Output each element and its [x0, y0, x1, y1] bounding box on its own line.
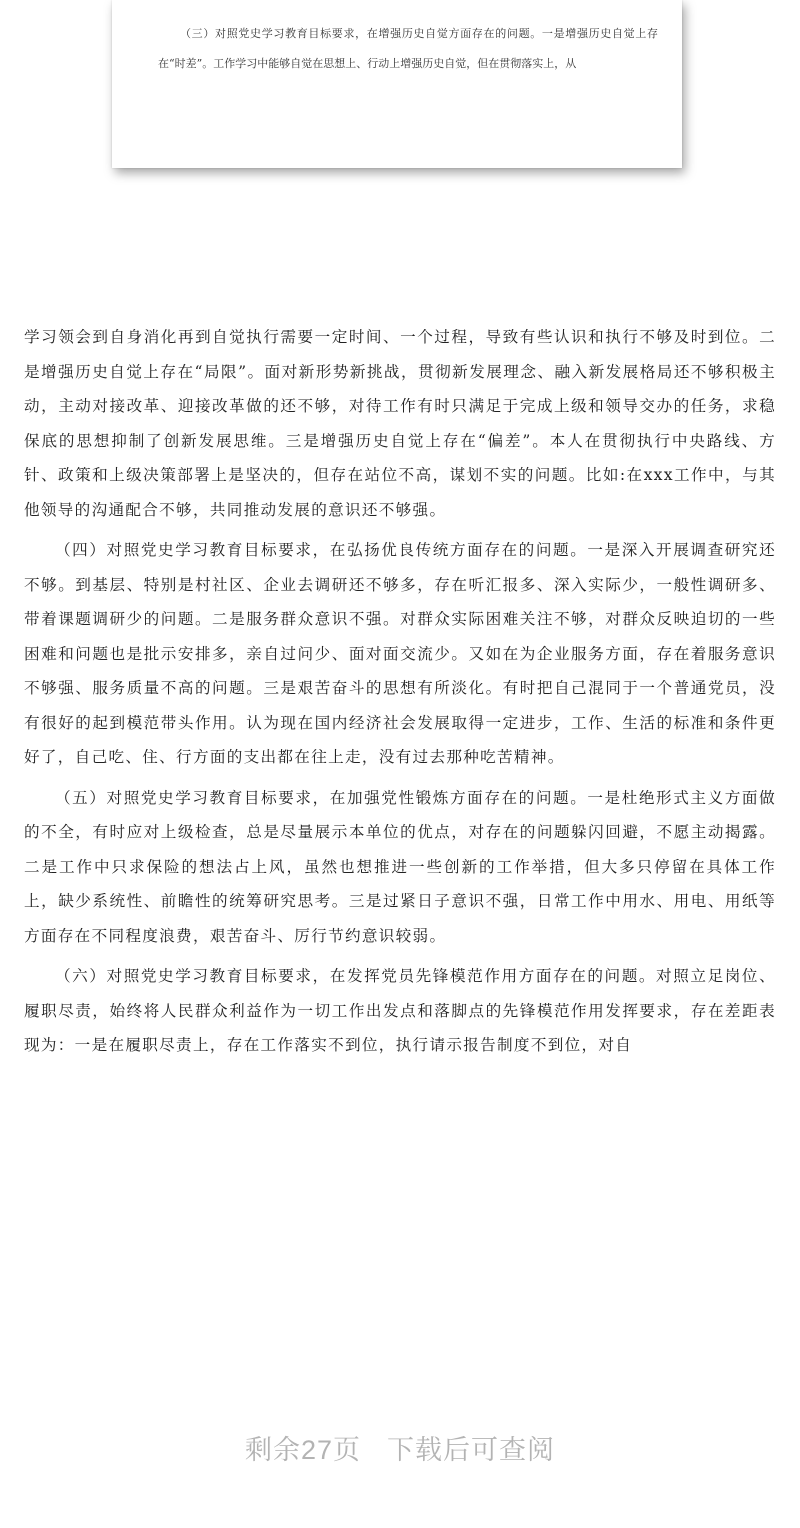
paragraph-section-4: （四）对照党史学习教育目标要求，在弘扬优良传统方面存在的问题。一是深入开展调查研究还不够。到基层、特别是村社区、企业去调研还不够多，存在听汇报多、深入实际少，一般性调研多、带着课题调研少的问题。二是服务群众意识不强。对群众实际困难关注不够，对群众反映迫切的一些困难和问题也是批示安排多，亲自过问少、面对面交流少。又如在为企业服务方面，存在着服务意识不够强、服务质量不高的问题。三是艰苦奋斗的思想有所淡化。有时把自己混同于一个普通党员，没有很好的起到模范带头作用。认为现在国内经济社会发展取得一定进步，工作、生活的标准和条件更好了，自己吃、住、行方面的支出都在往上走，没有过去那种吃苦精神。: [24, 541, 776, 766]
document-body: [24, 320, 776, 1063]
document-preview-page: [112, 0, 682, 168]
paragraph-continuation: 学习领会到自身消化再到自觉执行需要一定时间、一个过程，导致有些认识和执行不够及时到位。二是增强历史自觉上存在“局限”。面对新形势新挑战，贯彻新发展理念、融入新发展格局还不够积极主动，主动对接改革、迎接改革做的还不够，对待工作有时只满足于完成上级和领导交办的任务，求稳保底的思想抑制了创新发展思维。三是增强历史自觉上存在“偏差”。本人在贯彻执行中央路线、方针、政策和上级决策部署上是坚决的，但存在站位不高，谋划不实的问题。比如:在xxx工作中，与其他领导的沟通配合不够，共同推动发展的意识还不够强。: [24, 328, 776, 519]
paragraph-section-5: （五）对照党史学习教育目标要求，在加强党性锻炼方面存在的问题。一是杜绝形式主义方面做的不全，有时应对上级检查，总是尽量展示本单位的优点，对存在的问题躲闪回避，不愿主动揭露。二是工作中只求保险的想法占上风，虽然也想推进一些创新的工作举措，但大多只停留在具体工作上，缺少系统性、前瞻性的统筹研究思考。三是过紧日子意识不强，日常工作中用水、用电、用纸等方面存在不同程度浪费，艰苦奋斗、厉行节约意识较弱。: [24, 788, 776, 945]
preview-paragraph: （三）对照党史学习教育目标要求，在增强历史自觉方面存在的问题。一是增强历史自觉上存在“时差”。工作学习中能够自觉在思想上、行动上增强历史自觉，但在贯彻落实上，从: [158, 27, 658, 70]
download-hint: 下载后可查阅: [387, 1435, 556, 1465]
paragraph-section-6: （六）对照党史学习教育目标要求，在发挥党员先锋模范作用方面存在的问题。对照立足岗位、履职尽责，始终将人民群众利益作为一切工作出发点和落脚点的先锋模范作用发挥要求，存在差距表现为：一是在履职尽责上，存在工作落实不到位，执行请示报告制度不到位，对自: [24, 967, 776, 1054]
remaining-pages-count: 剩余27页: [244, 1435, 362, 1465]
remaining-pages-notice[interactable]: [0, 1428, 800, 1467]
